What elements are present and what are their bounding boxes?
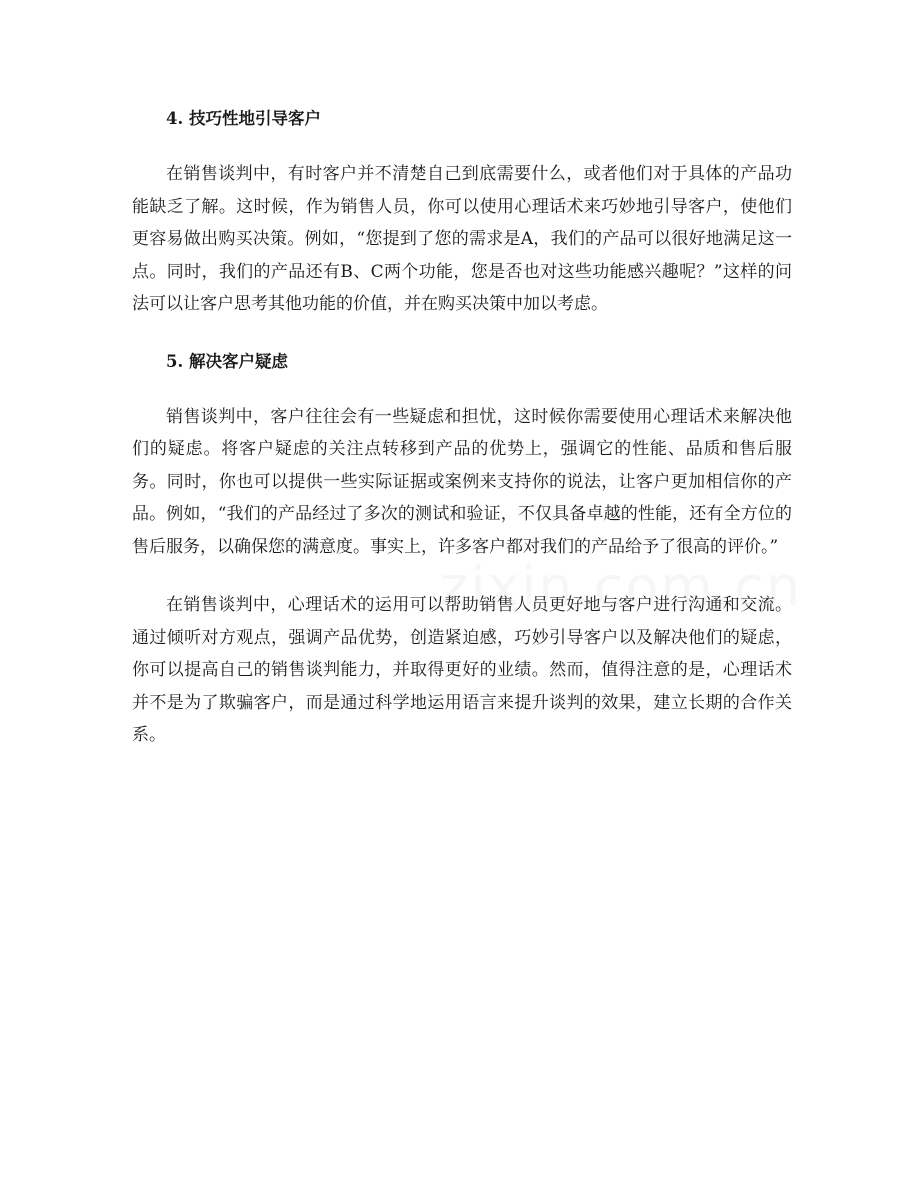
conclusion-paragraph: 在销售谈判中，心理话术的运用可以帮助销售人员更好地与客户进行沟通和交流。通过倾听对方观点，强调产品优势，创造紧迫感，巧妙引导客户以及解决他们的疑虑，你可以提高自己的销售谈判能力，并取得更好的业绩。然而，值得注意的是，心理话术并不是为了欺骗客户，而是通过科学地运用语言来提升谈判的效果，建立长期的合作关系。 [132, 595, 792, 745]
section-5-heading: 5. 解决客户疑虑 [166, 351, 288, 371]
document-body [132, 104, 792, 752]
section-4-paragraph: 在销售谈判中，有时客户并不清楚自己到底需要什么，或者他们对于具体的产品功能缺乏了解。这时候，作为销售人员，你可以使用心理话术来巧妙地引导客户，使他们更容易做出购买决策。例如，“您提到了您的需求是A，我们的产品可以很好地满足这一点。同时，我们的产品还有B、C两个功能，您是否也对这些功能感兴趣呢？”这样的问法可以让客户思考其他功能的价值，并在购买决策中加以考虑。 [132, 164, 792, 314]
section-5-paragraph: 销售谈判中，客户往往会有一些疑虑和担忧，这时候你需要使用心理话术来解决他们的疑虑。将客户疑虑的关注点转移到产品的优势上，强调它的性能、品质和售后服务。同时，你也可以提供一些实际证据或案例来支持你的说法，让客户更加相信你的产品。例如，“我们的产品经过了多次的测试和验证，不仅具备卓越的性能，还有全方位的售后服务，以确保您的满意度。事实上，许多客户都对我们的产品给予了很高的评价。” [132, 406, 792, 557]
section-4-heading: 4. 技巧性地引导客户 [166, 109, 321, 128]
